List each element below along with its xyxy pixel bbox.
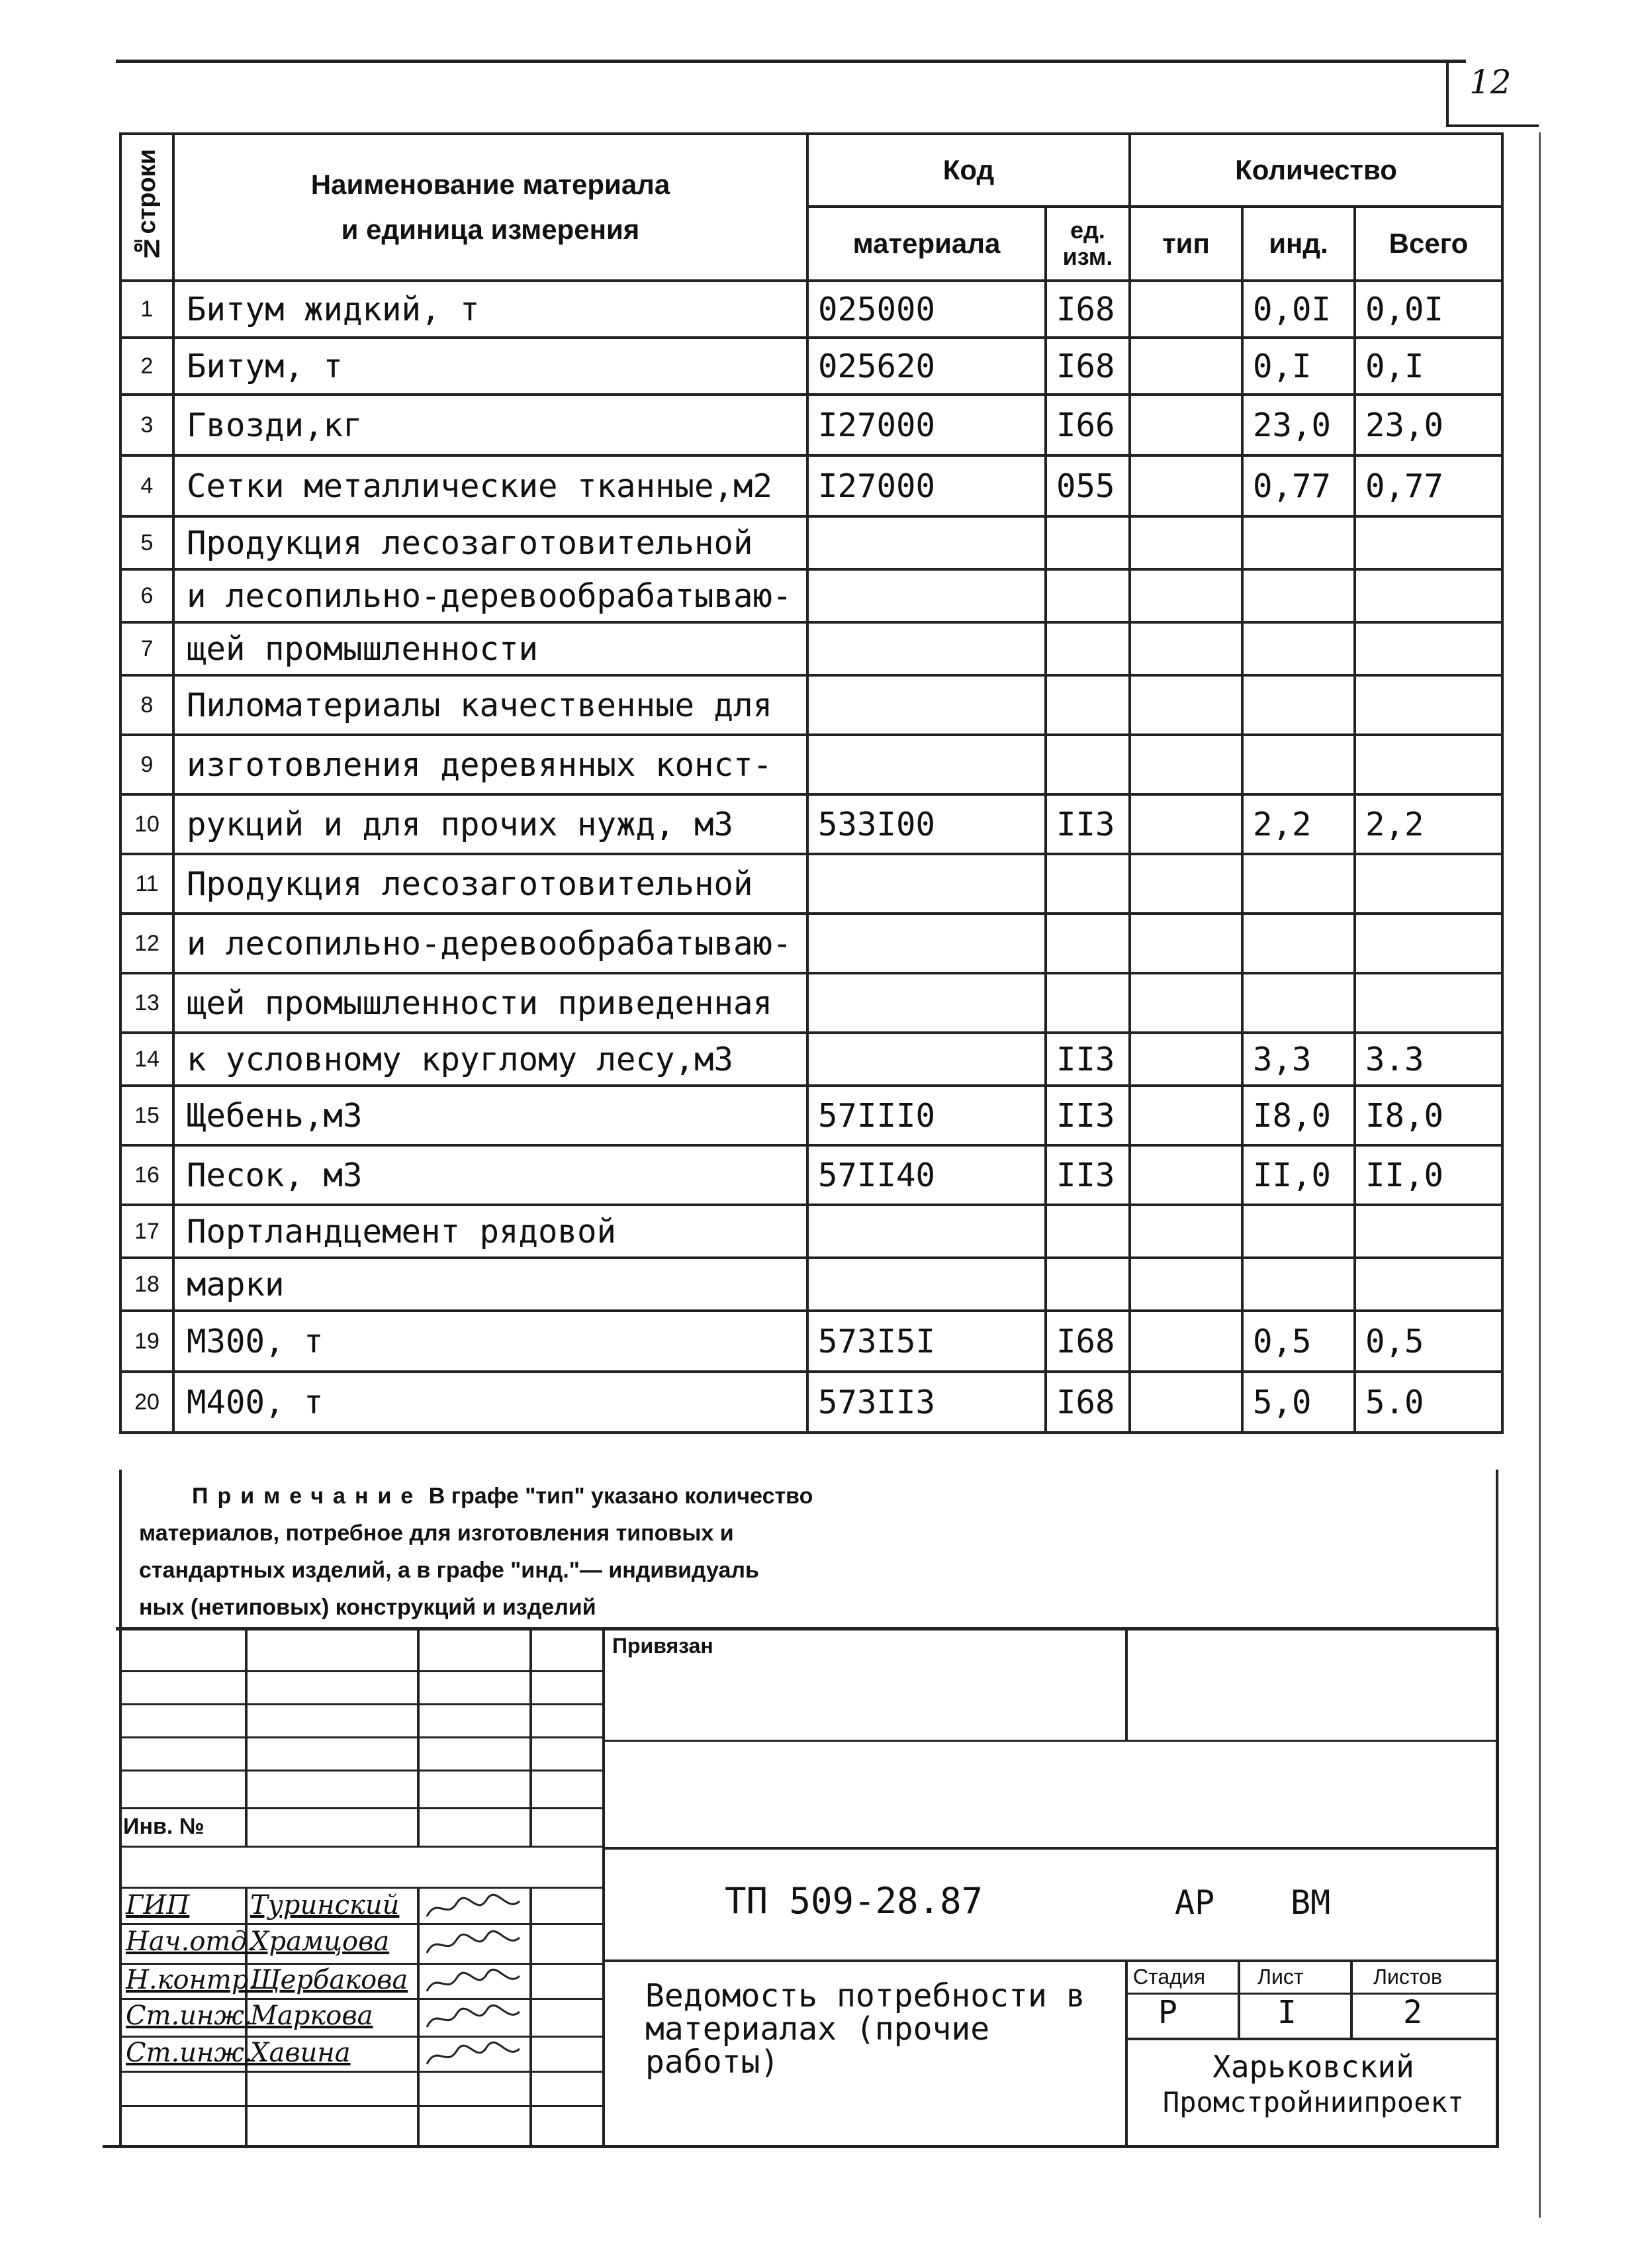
header-code-unit: ед. изм. [1046, 207, 1130, 281]
qty-type [1130, 675, 1242, 735]
qty-type [1130, 516, 1242, 569]
table-header-row [120, 134, 1502, 207]
qty-ind [1242, 1205, 1355, 1258]
qty-total [1355, 735, 1502, 794]
row-number: 20 [120, 1372, 173, 1433]
qty-total [1355, 1205, 1502, 1258]
qty-total [1355, 854, 1502, 914]
qty-type [1130, 854, 1242, 914]
qty-total [1355, 1258, 1502, 1311]
sheets-value: 2 [1403, 1994, 1422, 2031]
table-row [120, 338, 1502, 395]
material-code [807, 735, 1046, 794]
note-title: Примечание [192, 1484, 423, 1509]
stamp-right-line [1496, 1627, 1499, 2147]
qty-ind [1242, 675, 1355, 735]
qty-ind: 3,3 [1242, 1033, 1355, 1086]
unit-code: II3 [1046, 794, 1130, 854]
table-row [120, 1311, 1502, 1372]
material-name: М300, т [173, 1311, 807, 1372]
document-title-line2: материалах (прочие [645, 2010, 990, 2048]
document-code: ТП 509-28.87 [725, 1880, 983, 1922]
unit-code: 055 [1046, 455, 1130, 516]
table-row [120, 973, 1502, 1033]
unit-code [1046, 1205, 1130, 1258]
qty-total: I8,0 [1355, 1086, 1502, 1145]
qty-ind [1242, 569, 1355, 622]
organization-line1: Харьковский [1212, 2049, 1414, 2085]
row-number: 1 [120, 281, 173, 338]
organization [1133, 2049, 1494, 2120]
qty-total [1355, 914, 1502, 973]
qty-ind [1242, 914, 1355, 973]
header-code-material: материала [807, 207, 1046, 281]
row-number: 3 [120, 395, 173, 455]
qty-type [1130, 914, 1242, 973]
sheet-number: 12 [1469, 63, 1512, 101]
row-number: 18 [120, 1258, 173, 1311]
stage-label: Стадия [1133, 1965, 1206, 1989]
qty-type [1130, 281, 1242, 338]
material-code [807, 1033, 1046, 1086]
qty-type [1130, 1258, 1242, 1311]
qty-ind: 0,5 [1242, 1311, 1355, 1372]
material-code: 025620 [807, 338, 1046, 395]
qty-ind: 23,0 [1242, 395, 1355, 455]
document-title-line3: работы) [645, 2044, 780, 2081]
material-code [807, 1258, 1046, 1311]
qty-ind: I8,0 [1242, 1086, 1355, 1145]
document-title-line1: Ведомость потребности в [645, 1977, 1085, 2014]
table-row [120, 281, 1502, 338]
unit-code: I68 [1046, 1311, 1130, 1372]
table-row [120, 1033, 1502, 1086]
row-number: 6 [120, 569, 173, 622]
qty-type [1130, 395, 1242, 455]
organization-line2: Промстройниипроект [1162, 2086, 1465, 2118]
sheet-label: Лист [1257, 1965, 1304, 1989]
material-name: Продукция лесозаготовительной [173, 516, 807, 569]
unit-code: I68 [1046, 1372, 1130, 1433]
unit-code [1046, 914, 1130, 973]
table-row [120, 395, 1502, 455]
note-line4: ных (нетиповых) конструкций и изделий [139, 1595, 596, 1620]
header-corner-base-line [1446, 124, 1539, 127]
qty-type [1130, 1033, 1242, 1086]
material-name: Портландцемент рядовой [173, 1205, 807, 1258]
material-name: М400, т [173, 1372, 807, 1433]
table-row [120, 854, 1502, 914]
table-row [120, 1145, 1502, 1205]
material-name: Сетки металлические тканные,м2 [173, 455, 807, 516]
qty-type [1130, 1372, 1242, 1433]
unit-code: II3 [1046, 1145, 1130, 1205]
qty-total: 23,0 [1355, 395, 1502, 455]
table-row [120, 914, 1502, 973]
signature-name: Храмцова [250, 1926, 390, 1957]
qty-type [1130, 622, 1242, 675]
qty-total [1355, 622, 1502, 675]
row-number: 19 [120, 1311, 173, 1372]
material-code: I27000 [807, 455, 1046, 516]
qty-ind: 5,0 [1242, 1372, 1355, 1433]
material-code [807, 854, 1046, 914]
unit-code: I68 [1046, 281, 1130, 338]
row-number: 10 [120, 794, 173, 854]
material-code [807, 1205, 1046, 1258]
signature-name: Туринский [250, 1890, 400, 1920]
qty-total: 0,I [1355, 338, 1502, 395]
inv-no-label: Инв. № [123, 1814, 205, 1839]
note-line1: В графе "тип" указано количество [428, 1484, 813, 1509]
qty-ind [1242, 854, 1355, 914]
row-number: 16 [120, 1145, 173, 1205]
material-name: рукций и для прочих нужд, м3 [173, 794, 807, 854]
material-name: марки [173, 1258, 807, 1311]
privyazan-label: Привязан [612, 1634, 713, 1658]
qty-type [1130, 1086, 1242, 1145]
qty-total: II,0 [1355, 1145, 1502, 1205]
qty-total: 3.3 [1355, 1033, 1502, 1086]
unit-code [1046, 1258, 1130, 1311]
header-quantity: Количество [1130, 134, 1502, 207]
unit-code: I66 [1046, 395, 1130, 455]
unit-code: II3 [1046, 1033, 1130, 1086]
stamp-top-line [116, 1627, 1499, 1630]
handwritten-signature [424, 1930, 523, 1960]
qty-type [1130, 1311, 1242, 1372]
unit-code [1046, 735, 1130, 794]
stamp-divider-vertical [602, 1627, 605, 2147]
unit-code [1046, 854, 1130, 914]
material-code [807, 622, 1046, 675]
table-row [120, 1372, 1502, 1433]
signature-role: ГИП [126, 1890, 190, 1920]
qty-ind: 0,I [1242, 338, 1355, 395]
material-name: Пиломатериалы качественные для [173, 675, 807, 735]
table-row [120, 569, 1502, 622]
material-name: и лесопильно-деревообрабатываю- [173, 914, 807, 973]
row-number: 7 [120, 622, 173, 675]
material-name: Щебень,м3 [173, 1086, 807, 1145]
qty-type [1130, 338, 1242, 395]
materials-table [119, 132, 1504, 1434]
unit-code [1046, 973, 1130, 1033]
mark-ar: АР [1175, 1883, 1215, 1922]
qty-type [1130, 1205, 1242, 1258]
qty-total: 5.0 [1355, 1372, 1502, 1433]
header-qty-type: тип [1130, 207, 1242, 281]
unit-code: II3 [1046, 1086, 1130, 1145]
header-name-line1: Наименование материала [310, 169, 670, 200]
table-row [120, 794, 1502, 854]
header-qty-total: Всего [1355, 207, 1502, 281]
qty-ind: 2,2 [1242, 794, 1355, 854]
signature-role: Ст.инж. [126, 2001, 253, 2031]
stamp-bottom-line [103, 2145, 1499, 2148]
material-code [807, 675, 1046, 735]
unit-code [1046, 569, 1130, 622]
sheet-value: I [1277, 1994, 1297, 2031]
qty-ind [1242, 622, 1355, 675]
header-name-cell [173, 134, 807, 281]
qty-total [1355, 675, 1502, 735]
table-row [120, 735, 1502, 794]
sheets-label: Листов [1373, 1965, 1442, 1989]
material-name: щей промышленности приведенная [173, 973, 807, 1033]
qty-type [1130, 973, 1242, 1033]
row-number: 9 [120, 735, 173, 794]
table-row [120, 622, 1502, 675]
qty-ind: II,0 [1242, 1145, 1355, 1205]
material-code [807, 914, 1046, 973]
material-code [807, 973, 1046, 1033]
header-row-no-cell [120, 134, 173, 281]
row-number: 13 [120, 973, 173, 1033]
note-line3: стандартных изделий, а в графе "инд."— индивидуаль [139, 1558, 759, 1583]
qty-ind: 0,77 [1242, 455, 1355, 516]
header-code: Код [807, 134, 1130, 207]
material-name: Гвозди,кг [173, 395, 807, 455]
qty-type [1130, 569, 1242, 622]
qty-total [1355, 516, 1502, 569]
material-name: Битум, т [173, 338, 807, 395]
row-number: 5 [120, 516, 173, 569]
material-code: 573II3 [807, 1372, 1046, 1433]
material-code: I27000 [807, 395, 1046, 455]
note-right-line [1496, 1470, 1498, 1629]
right-margin-line [1539, 132, 1541, 2218]
signature-name: Хавина [250, 2038, 351, 2068]
qty-total: 0,0I [1355, 281, 1502, 338]
qty-ind [1242, 973, 1355, 1033]
qty-ind [1242, 735, 1355, 794]
signature-role: Ст.инж. [126, 2038, 253, 2068]
material-name: изготовления деревянных конст- [173, 735, 807, 794]
handwritten-signature [424, 2041, 523, 2071]
qty-type [1130, 1145, 1242, 1205]
top-border-line [116, 60, 1466, 63]
note-line2: материалов, потребное для изготовления типовых и [139, 1521, 734, 1546]
unit-code [1046, 622, 1130, 675]
material-code: 57II40 [807, 1145, 1046, 1205]
document-title [645, 1979, 1085, 2079]
signature-name: Маркова [250, 2001, 373, 2031]
qty-ind [1242, 516, 1355, 569]
signature-role: Н.контр. [126, 1965, 257, 1995]
table-row [120, 516, 1502, 569]
row-number: 8 [120, 675, 173, 735]
qty-type [1130, 455, 1242, 516]
qty-total [1355, 569, 1502, 622]
material-code [807, 516, 1046, 569]
row-number: 4 [120, 455, 173, 516]
material-name: щей промышленности [173, 622, 807, 675]
qty-total: 0,5 [1355, 1311, 1502, 1372]
note-block [139, 1478, 999, 1626]
unit-code: I68 [1046, 338, 1130, 395]
header-name-line2: и единица измерения [341, 214, 640, 245]
material-code: 025000 [807, 281, 1046, 338]
table-row [120, 1086, 1502, 1145]
material-name: Продукция лесозаготовительной [173, 854, 807, 914]
table-row [120, 1258, 1502, 1311]
material-code: 573I5I [807, 1311, 1046, 1372]
header-row-no: №строки [132, 149, 161, 262]
mark-vm: ВМ [1291, 1883, 1331, 1922]
row-number: 12 [120, 914, 173, 973]
handwritten-signature [424, 2004, 523, 2034]
material-name: и лесопильно-деревообрабатываю- [173, 569, 807, 622]
material-name: Песок, м3 [173, 1145, 807, 1205]
material-name: Битум жидкий, т [173, 281, 807, 338]
material-code [807, 569, 1046, 622]
note-left-line [119, 1470, 122, 1629]
qty-total [1355, 973, 1502, 1033]
material-code: 533I00 [807, 794, 1046, 854]
row-number: 15 [120, 1086, 173, 1145]
qty-type [1130, 794, 1242, 854]
qty-type [1130, 735, 1242, 794]
stage-value: Р [1158, 1994, 1177, 2031]
handwritten-signature [424, 1893, 523, 1923]
table-row [120, 455, 1502, 516]
qty-total: 2,2 [1355, 794, 1502, 854]
material-code: 57III0 [807, 1086, 1046, 1145]
table-row [120, 675, 1502, 735]
qty-ind [1242, 1258, 1355, 1311]
signature-role: Нач.отд. [126, 1926, 256, 1957]
material-name: к условному круглому лесу,м3 [173, 1033, 807, 1086]
unit-code [1046, 516, 1130, 569]
qty-ind: 0,0I [1242, 281, 1355, 338]
unit-code [1046, 675, 1130, 735]
row-number: 2 [120, 338, 173, 395]
handwritten-signature [424, 1968, 523, 1998]
header-qty-ind: инд. [1242, 207, 1355, 281]
row-number: 17 [120, 1205, 173, 1258]
row-number: 11 [120, 854, 173, 914]
signature-name: Щербакова [250, 1965, 408, 1995]
qty-total: 0,77 [1355, 455, 1502, 516]
row-number: 14 [120, 1033, 173, 1086]
header-corner-line [1446, 60, 1449, 126]
table-row [120, 1205, 1502, 1258]
